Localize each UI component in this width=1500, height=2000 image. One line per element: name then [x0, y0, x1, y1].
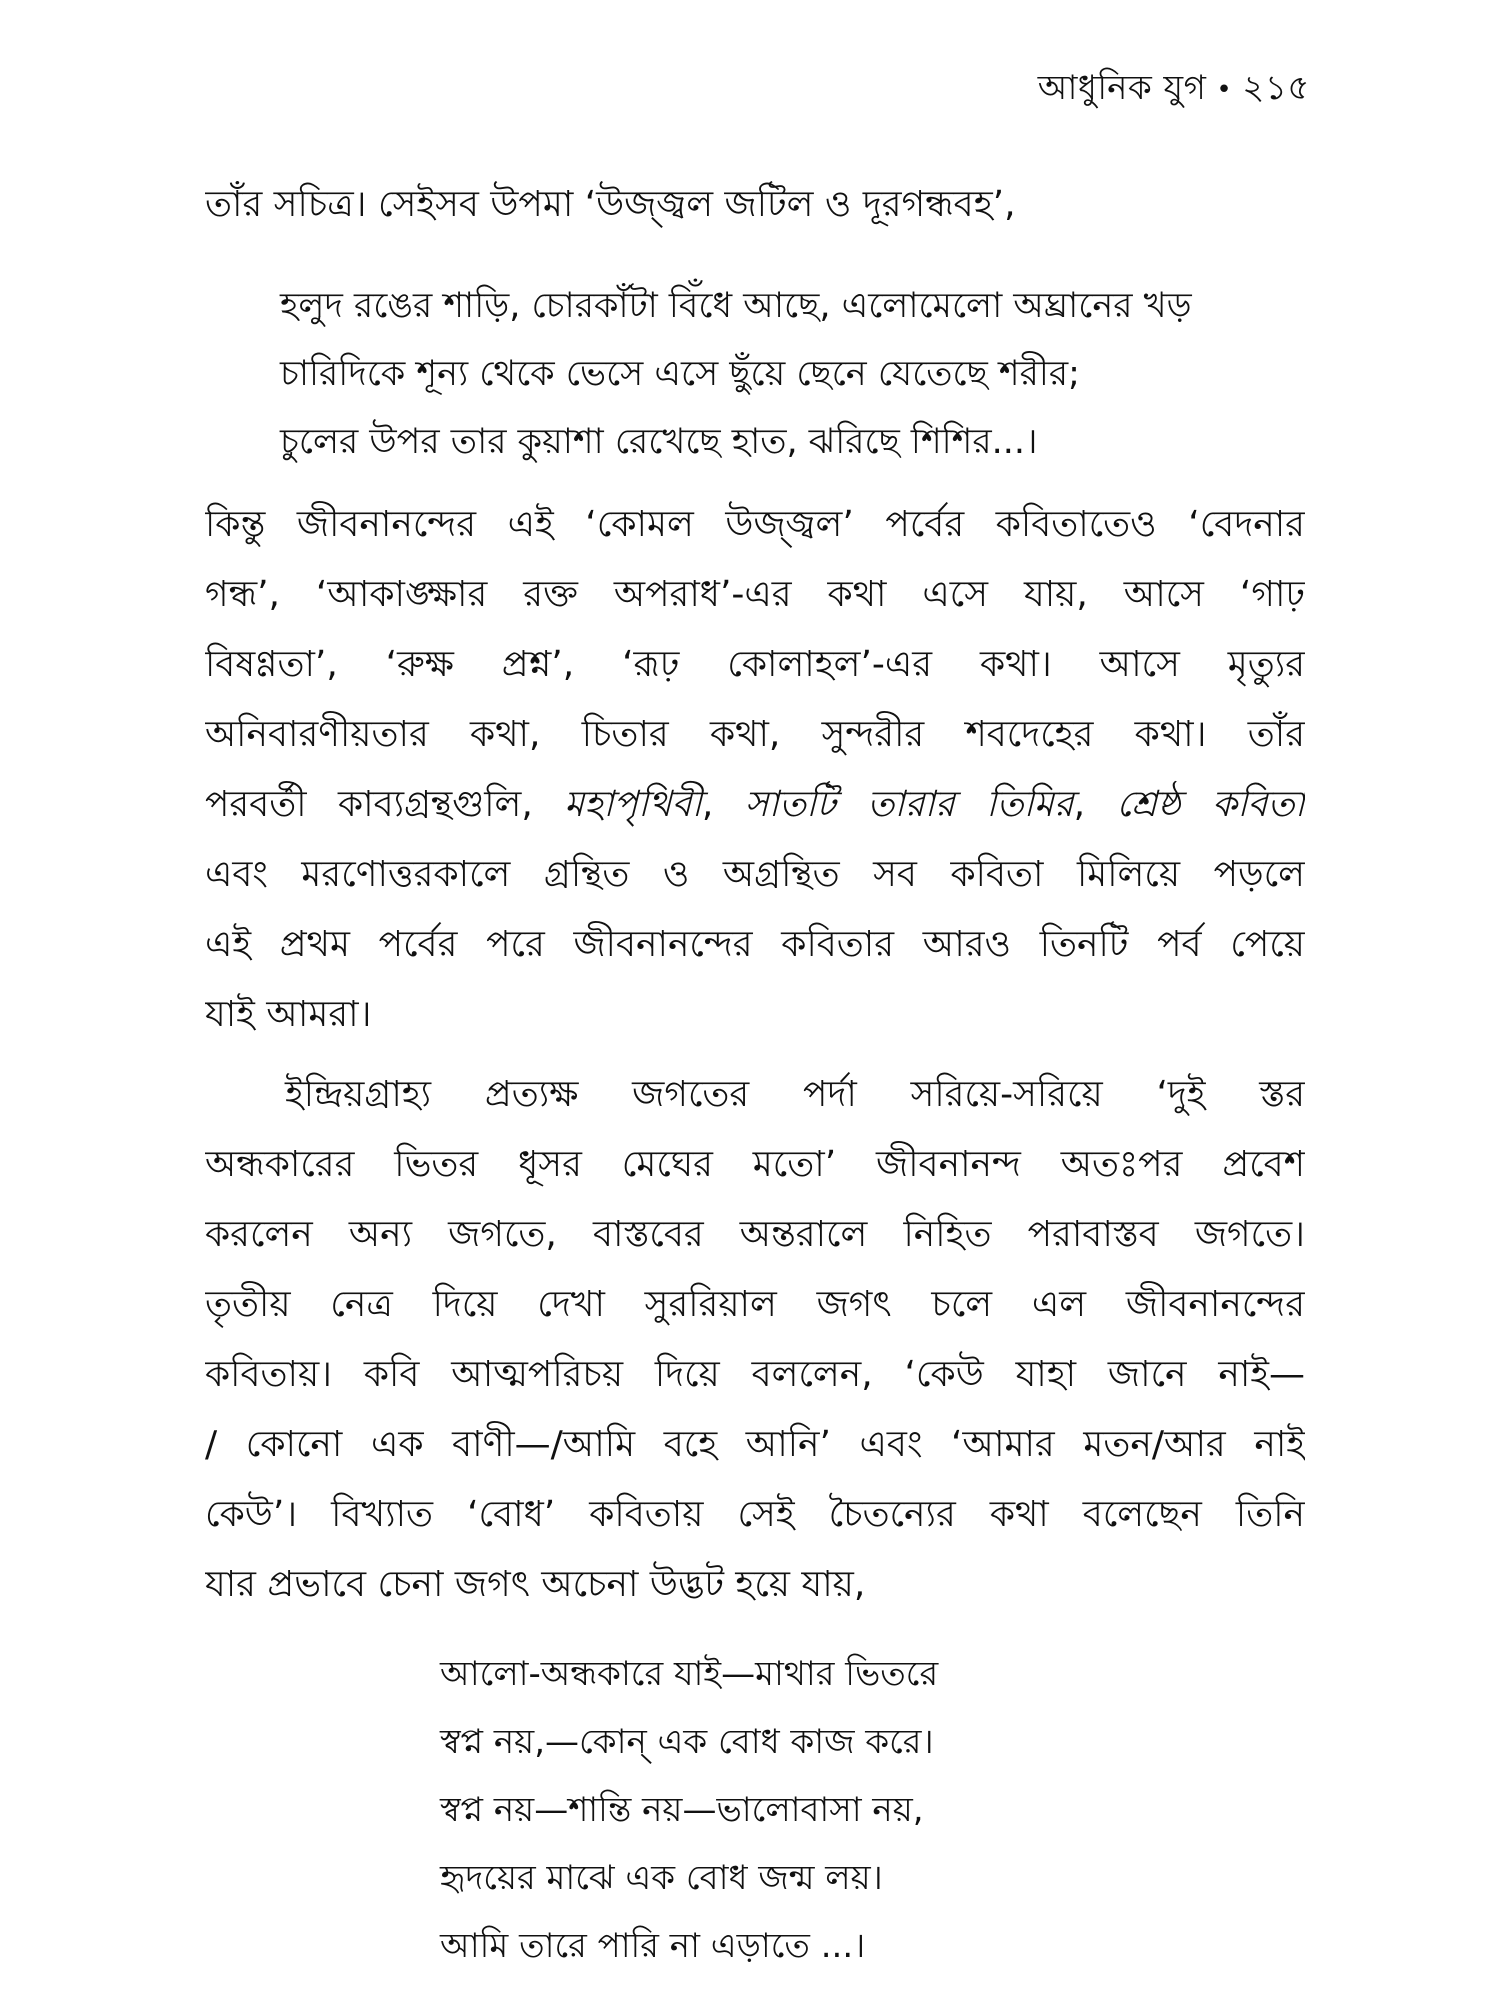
- verse-line: চুলের উপর তার কুয়াশা রেখেছে হাত, ঝরিছে শিশির...।: [280, 422, 1038, 462]
- paragraph-line: অন্ধকারের ভিতর ধূসর মেঘের মতো’ জীবনানন্দ অতঃপর প্রবেশ: [205, 1144, 1305, 1185]
- paragraph-line: / কোনো এক বাণী—/আমি বহে আনি’ এবং ‘আমার মতন/আর নাই: [205, 1424, 1305, 1465]
- paragraph-line: যার প্রভাবে চেনা জগৎ অচেনা উদ্ভট হয়ে যায়,: [205, 1564, 866, 1605]
- paragraph-1: [205, 490, 1305, 1050]
- paragraph-line: কবিতায়। কবি আত্মপরিচয় দিয়ে বললেন, ‘কেউ যাহা জানে নাই—: [205, 1354, 1305, 1395]
- verse-quote-2: [440, 1640, 938, 1980]
- paragraph-line: করলেন অন্য জগতে, বাস্তবের অন্তরালে নিহিত পরাবাস্তব জগতে।: [205, 1214, 1305, 1255]
- paragraph-line: এবং মরণোত্তরকালে গ্রন্থিত ও অগ্রন্থিত সব কবিতা মিলিয়ে পড়লে: [205, 854, 1305, 895]
- paragraph-line: যাই আমরা।: [205, 994, 372, 1035]
- opening-line: তাঁর সচিত্র। সেইসব উপমা ‘উজ্জ্বল জটিল ও দূরগন্ধবহ’,: [205, 184, 1016, 225]
- verse-quote-1: [280, 272, 1192, 476]
- book-title-satti-tarar-timir: সাতটি তারার তিমির: [744, 784, 1074, 825]
- paragraph-line: বিষণ্ণতা’, ‘রুক্ষ প্রশ্ন’, ‘রূঢ় কোলাহল’-এর কথা। আসে মৃত্যুর: [205, 644, 1305, 685]
- paragraph-text: পরবর্তী কাব্যগ্রন্থগুলি,: [205, 784, 565, 825]
- paragraph-line: তৃতীয় নেত্র দিয়ে দেখা সুররিয়াল জগৎ চলে এল জীবনানন্দের: [205, 1284, 1305, 1325]
- verse-line: চারিদিকে শূন্য থেকে ভেসে এসে ছুঁয়ে ছেনে যেতেছে শরীর;: [280, 354, 1080, 394]
- opening-text: [205, 170, 1305, 240]
- paragraph-text: ,: [701, 784, 745, 825]
- book-title-mahaprithibi: মহাপৃথিবী: [564, 784, 702, 825]
- verse-line: হৃদয়ের মাঝে এক বোধ জন্ম লয়।: [440, 1858, 883, 1898]
- book-title-shreshtha-kabita: শ্রেষ্ঠ কবিতা: [1116, 784, 1305, 825]
- paragraph-line: কেউ’। বিখ্যাত ‘বোধ’ কবিতায় সেই চৈতন্যের কথা বলেছেন তিনি: [205, 1494, 1305, 1535]
- paragraph-line: অনিবারণীয়তার কথা, চিতার কথা, সুন্দরীর শবদেহের কথা। তাঁর: [205, 714, 1305, 755]
- verse-line: আলো-অন্ধকারে যাই—মাথার ভিতরে: [440, 1654, 939, 1694]
- paragraph-line-with-titles: [205, 770, 1305, 840]
- verse-line: স্বপ্ন নয়,—কোন্ এক বোধ কাজ করে।: [440, 1722, 934, 1762]
- verse-line: স্বপ্ন নয়—শান্তি নয়—ভালোবাসা নয়,: [440, 1790, 924, 1830]
- paragraph-line: ইন্দ্রিয়গ্রাহ্য প্রত্যক্ষ জগতের পর্দা সরিয়ে-সরিয়ে ‘দুই স্তর: [285, 1074, 1305, 1115]
- running-title: আধুনিক যুগ: [1037, 68, 1207, 108]
- verse-line: হলুদ রঙের শাড়ি, চোরকাঁটা বিঁধে আছে, এলোমেলো অঘ্রানের খড়: [280, 286, 1192, 326]
- paragraph-text: ,: [1073, 784, 1117, 825]
- header-separator: •: [1216, 74, 1233, 105]
- paragraph-line: এই প্রথম পর্বের পরে জীবনানন্দের কবিতার আরও তিনটি পর্ব পেয়ে: [205, 924, 1305, 965]
- running-header: [1038, 62, 1310, 119]
- paragraph-line: কিন্তু জীবনানন্দের এই ‘কোমল উজ্জ্বল’ পর্বের কবিতাতেও ‘বেদনার: [205, 504, 1305, 545]
- verse-line: আমি তারে পারি না এড়াতে ...।: [440, 1926, 866, 1966]
- paragraph-line: গন্ধ’, ‘আকাঙ্ক্ষার রক্ত অপরাধ’-এর কথা এসে যায়, আসে ‘গাঢ়: [205, 574, 1305, 615]
- page-number: ২১৫: [1242, 68, 1310, 108]
- paragraph-2: [205, 1060, 1305, 1620]
